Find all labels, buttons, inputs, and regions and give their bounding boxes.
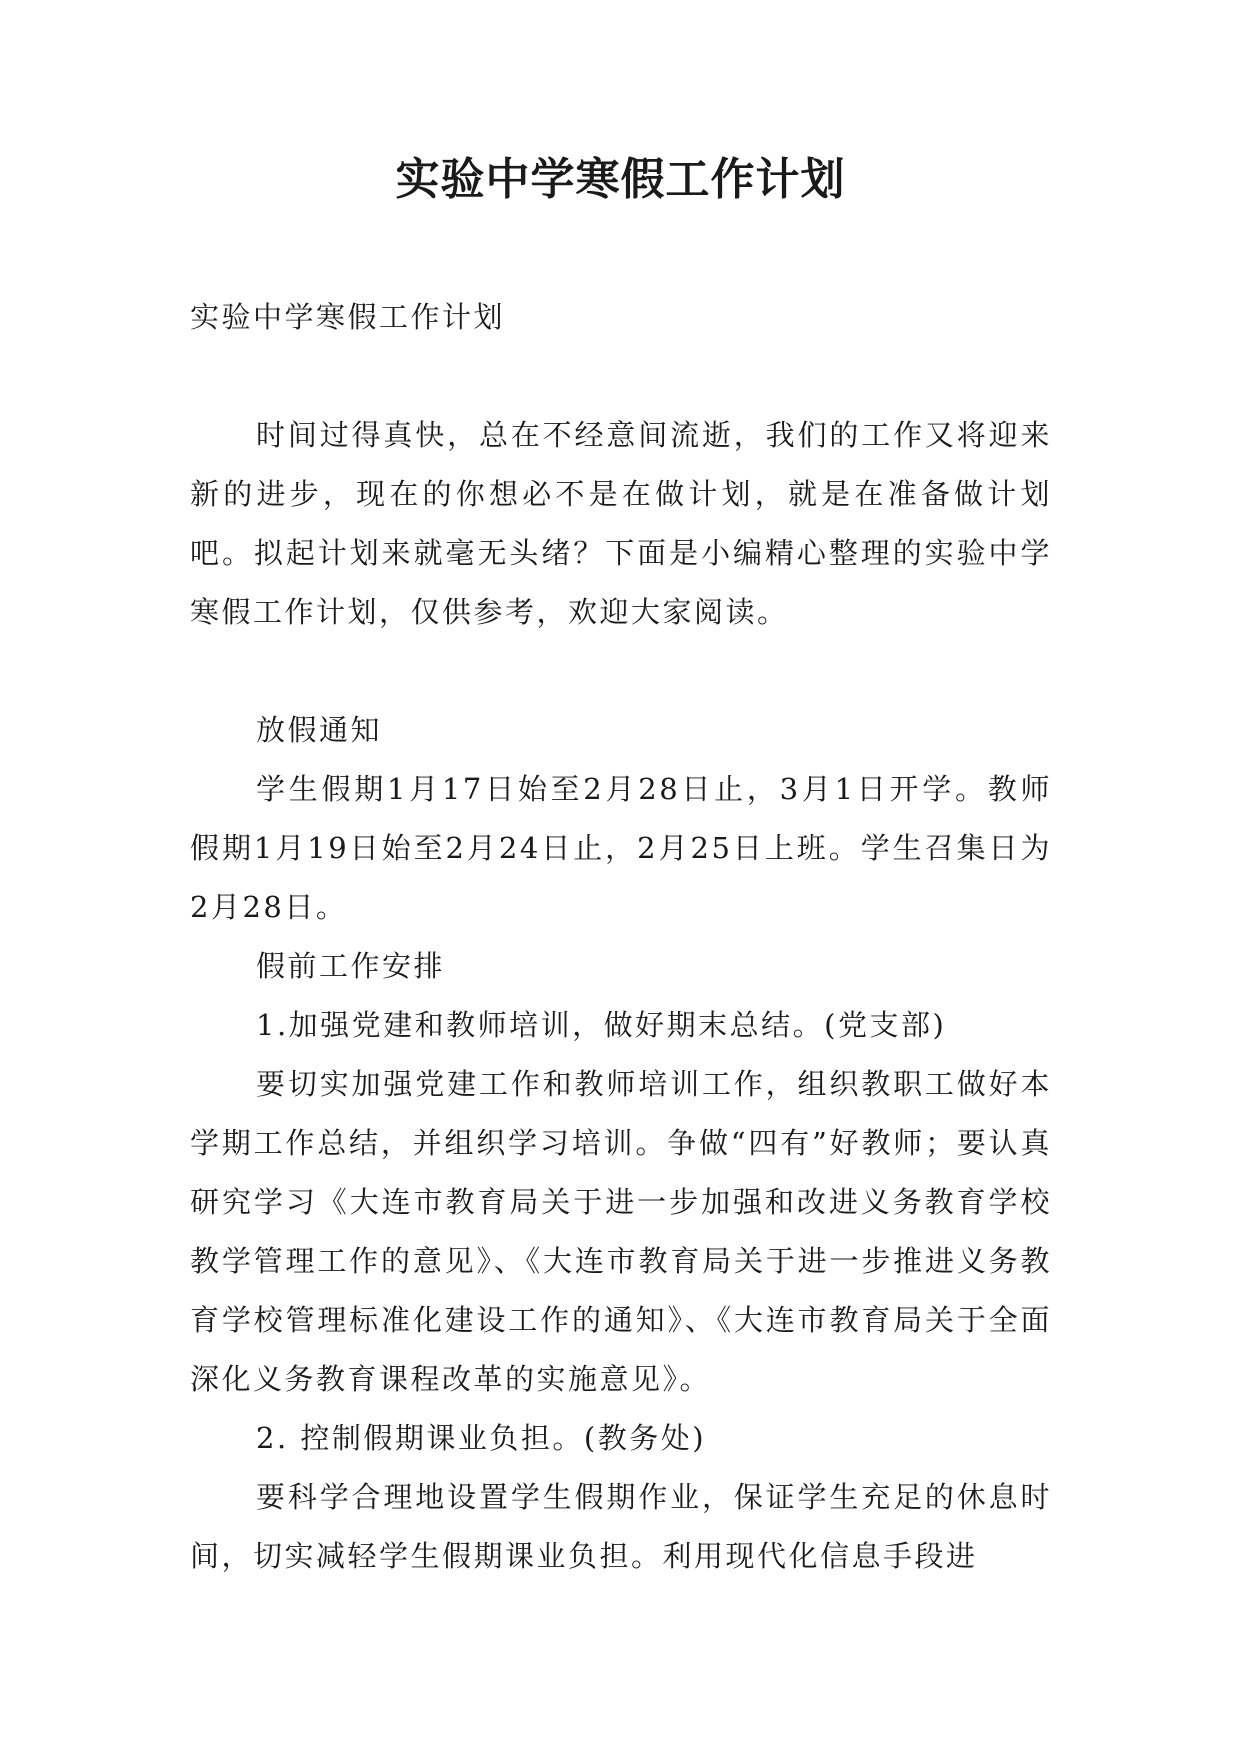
intro-paragraph: 时间过得真快，总在不经意间流逝，我们的工作又将迎来新的进步，现在的你想必不是在做计划，就是在准备做计划吧。拟起计划来就毫无头绪？下面是小编精心整理的实验中学寒假工作计划，仅供参考，欢迎大家阅读。 xyxy=(190,418,1052,629)
section-heading-holiday-notice: 放假通知 xyxy=(256,713,383,747)
document-title: 实验中学寒假工作计划 xyxy=(395,154,846,205)
holiday-dates-paragraph: 学生假期1月17日始至2月28日止，3月1日开学。教师假期1月19日始至2月24日止，2月25日上班。学生召集日为2月28日。 xyxy=(190,772,1052,924)
document-subtitle: 实验中学寒假工作计划 xyxy=(190,300,506,334)
document-body xyxy=(190,288,1052,1586)
item-2-heading: 2. 控制假期课业负担。(教务处) xyxy=(256,1421,707,1455)
item-1-heading: 1.加强党建和教师培训，做好期末总结。(党支部) xyxy=(256,1008,947,1042)
item-1-body: 要切实加强党建工作和教师培训工作，组织教职工做好本学期工作总结，并组织学习培训。争做“四有”好教师；要认真研究学习《大连市教育局关于进一步加强和改进义务教育学校教学管理工作的意见》、《大连市教育局关于进一步推进义务教育学校管理标准化建设工作的通知》、《大连市教育局关于全面深化义务教育课程改革的实施意见》。 xyxy=(190,1067,1052,1396)
section-heading-pre-holiday-work: 假前工作安排 xyxy=(256,949,446,983)
item-2-body: 要科学合理地设置学生假期作业，保证学生充足的休息时间，切实减轻学生假期课业负担。利用现代化信息手段进 xyxy=(190,1480,1052,1573)
